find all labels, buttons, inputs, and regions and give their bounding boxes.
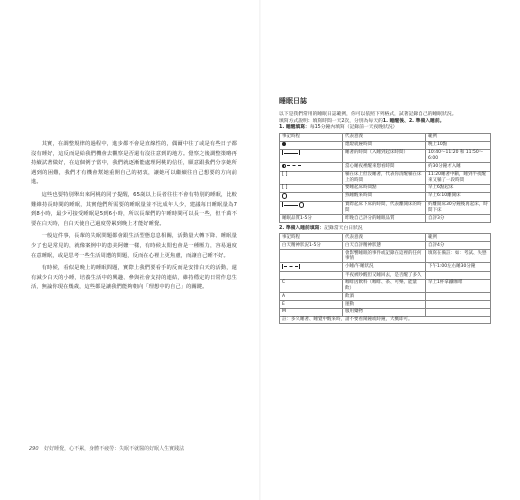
meaning-cell: 當心睡夜裡醒來想看時間 — [343, 163, 426, 171]
bracket-icon: [ ] — [282, 184, 288, 191]
meaning-cell: 半夜被吵醒但又睡回去，是否醒了多久 — [343, 272, 426, 280]
meaning-cell: 咖啡因飲料（咖啡、茶、可樂、能量飲） — [343, 279, 426, 292]
dashed-line-icon — [284, 266, 298, 267]
page-number: 290 — [29, 446, 39, 452]
symbol-text: 白天精神狀況1-5分 — [282, 242, 321, 248]
symbol-cell — [280, 149, 343, 162]
example-cell: 晚上10點 — [426, 141, 491, 149]
symbol-text: A — [282, 293, 286, 299]
left-paragraph: 其實，在調整規律的過程中，進步都不會是直線性的，偶爾中往了或是有些日子都沒有睡好，這反而是給我們機會去觀察是否還有沒注意到的地方。覺察之後調整策略再持續試著做好，在這個例子當中，我們就逐漸能處理阿桃的信任，願意跟我們分享她所遇到的困難，我們才有機會幫她重開自己的初衷，讓她可以繼續往自己想要的方向前進。 — [31, 141, 237, 186]
vertical-bar-icon — [282, 264, 283, 269]
example-cell: 早上1杯拿鐵咖啡 — [426, 279, 491, 292]
example-cell: 約離開床30分鐘後再起床，時間下床 — [426, 201, 491, 214]
table-note-cell: 註：多久睡著、睡覺中醒來時，請不要看鬧鐘或時鐘，大概即可。 — [280, 316, 491, 324]
symbol-cell — [280, 201, 343, 214]
section2-subtitle: 記錄當天白日狀況 — [324, 225, 363, 231]
table-header-cell: 事記時程 — [280, 133, 343, 141]
symbol-text: 睡眠品質1-5分 — [282, 215, 312, 221]
table-header-cell: 事記時程 — [280, 234, 343, 242]
example-cell — [426, 272, 491, 280]
evening-log-table — [279, 233, 491, 324]
meaning-cell: 運動 — [343, 301, 426, 309]
example-cell: 填寫在備註：如：考試、失戀 — [426, 249, 491, 262]
symbol-text: C — [282, 280, 286, 286]
table-row — [280, 293, 491, 301]
open-circle-icon — [282, 193, 287, 198]
meaning-cell: 熟睡醒來時間 — [343, 192, 426, 201]
example-cell — [426, 301, 491, 309]
table-row — [280, 316, 491, 324]
example-cell: 下午1:00左右睡30分鐘 — [426, 263, 491, 272]
meaning-cell: 會影響睡眠的事件或記錄在這裡的任何事情 — [343, 249, 426, 262]
example-cell: 早上6:10離開床 — [426, 192, 491, 201]
table-row — [280, 215, 491, 223]
table-row — [280, 263, 491, 272]
meaning-cell: 飲酒 — [343, 293, 426, 301]
table-row — [280, 149, 491, 162]
section2-heading — [279, 226, 491, 233]
morning-log-table — [279, 133, 491, 223]
half-circle-icon — [282, 164, 286, 168]
table-row — [280, 184, 491, 192]
table-row — [280, 192, 491, 201]
meaning-cell: 實際起床下床的時間，代表離開床的時間 — [343, 201, 426, 214]
table-row — [280, 163, 491, 171]
right-page — [279, 97, 491, 327]
table-row — [280, 201, 491, 214]
meaning-cell: 服用藥物 — [343, 308, 426, 316]
left-paragraph: 這些也要特別舉出來阿桃的同子提醒，65歲以上長者往往不會有特別的睡眠，比較難維持長時間的睡眠，其實他們所需要的睡眠量並不比成年人少，建議每日睡眠量為7到8小時，最少可接受睡眠是5到6小時，所以長輩們的午睡時間可以長一些，但千萬不要在白天時，自白天使自己過度勞累到晚上才能好睡覺。 — [31, 191, 237, 227]
symbol-text: M — [282, 309, 286, 315]
table-row — [280, 279, 491, 292]
table-row — [280, 272, 491, 280]
symbol-text: E — [282, 301, 285, 307]
section1-subtitle: 每15分鐘內填寫（記錄前一天夜晚狀況） — [309, 125, 398, 131]
symbol-cell — [280, 171, 343, 184]
table-row — [280, 308, 491, 316]
table-row — [280, 171, 491, 184]
dashed-line-icon — [287, 165, 301, 166]
symbol-cell — [280, 163, 343, 171]
meaning-cell: 熄燈就寢時間 — [343, 141, 426, 149]
table-header-row — [280, 234, 491, 242]
page-title: 睡眠日誌 — [279, 97, 307, 105]
left-paragraph: 一般這件事，長輩的失眠問題都會跟生活型態息息相關，活動量大轉下降、睡眠量少了也是常見的，就像案例中的患美阿嬤一樣，有時候太閒也會是一種壓力，容易過度在意睡眠，或是思考一些生活周遭的問題，反而在心裡上更焦慮，而讓自己睡不好。 — [31, 233, 237, 259]
example-cell — [426, 293, 491, 301]
example-cell: 早上6點起床 — [426, 184, 491, 192]
table-row — [280, 242, 491, 250]
vertical-bar-icon — [299, 264, 300, 269]
table-header-cell: 代表意義 — [343, 133, 426, 141]
meaning-cell: 小睡/午睡狀況 — [343, 263, 426, 272]
solid-line-icon — [284, 153, 298, 154]
table-row — [280, 301, 491, 309]
example-cell — [426, 308, 491, 316]
intro-instructions-text: 填寫方式說明：填寫時間一天2次，分別為每天的 — [279, 118, 383, 124]
table-header-cell: 範例 — [426, 234, 491, 242]
meaning-cell: 睡著的時間（入睡到起床時間） — [343, 149, 426, 162]
meaning-cell: 躺在床上但沒睡著，代表你清醒躺在床上的時間 — [343, 171, 426, 184]
symbol-cell — [280, 141, 343, 149]
table-row — [280, 249, 491, 262]
filled-circle-icon — [282, 142, 286, 146]
example-cell: 11:20睡著中斷，睡到半夜醒來又躺了一段時間 — [426, 171, 491, 184]
symbol-cell — [280, 308, 343, 316]
table-header-row — [280, 133, 491, 141]
symbol-cell — [280, 184, 343, 192]
section1-heading — [279, 125, 491, 132]
vertical-bar-icon — [282, 202, 283, 207]
meaning-cell: 昨晚自己評分的睡眠品質 — [343, 215, 426, 223]
vertical-bar-icon — [282, 150, 283, 155]
table-header-cell: 範例 — [426, 133, 491, 141]
intro-text: 以下是我們常用的睡眠日誌範例，你可以依照下列格式，試著記錄自己的睡眠狀況。 — [279, 112, 457, 117]
symbol-cell — [280, 192, 343, 201]
intro-instructions-bold: 1. 睡醒後、2. 準備入睡前。 — [382, 118, 445, 124]
section1-title: 1. 睡醒填寫： — [279, 125, 310, 131]
symbol-cell — [280, 215, 343, 223]
symbol-cell — [280, 272, 343, 280]
example-cell: 自評4分 — [426, 242, 491, 250]
table-header-cell: 代表意義 — [343, 234, 426, 242]
example-cell: 自評3分 — [426, 215, 491, 223]
symbol-cell — [280, 249, 343, 262]
bracket-icon: [ ] — [282, 171, 288, 178]
symbol-cell — [280, 263, 343, 272]
running-footer: 好好睡覺，心不累，身體不疲勞：失眠不就醫的好眠人生實踐法 — [44, 446, 185, 452]
open-circle-icon — [299, 202, 304, 207]
symbol-cell — [280, 293, 343, 301]
vertical-bar-icon — [299, 150, 300, 155]
book-gutter — [259, 0, 261, 500]
left-paragraph: 有時候，看似是晚上的睡眠問題，實際上我們要看手的反而是安排白天的活動，還有減少白天的小睡，培養生活中的興趣、參與社會支持的連結，維持穩定的日常作息生活，無論你現在幾歲，這些都是讓我們能夠朝向「理想中的自己」的關鍵。 — [31, 265, 237, 291]
example-cell: 約30分鐘才入睡 — [426, 163, 491, 171]
example-cell: 10:40～11:20 和 11:50～6:00 — [426, 149, 491, 162]
meaning-cell: 要睡起床時間點 — [343, 184, 426, 192]
symbol-cell — [280, 301, 343, 309]
symbol-cell — [280, 279, 343, 292]
left-page-footer — [29, 445, 184, 452]
section2-title: 2. 準備入睡前填寫： — [279, 225, 325, 231]
symbol-cell — [280, 242, 343, 250]
meaning-cell: 白天自評精神狀態 — [343, 242, 426, 250]
table-row — [280, 141, 491, 149]
solid-line-icon — [284, 205, 298, 206]
left-page-body — [31, 140, 237, 296]
